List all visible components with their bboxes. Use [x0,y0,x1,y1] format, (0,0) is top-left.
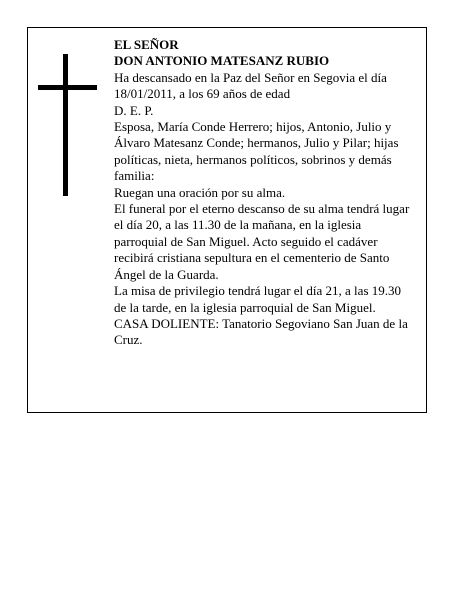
latin-cross-icon [38,54,97,196]
cross-vertical-bar [63,54,68,196]
funeral-details: El funeral por el eterno descanso de su alma tendrá lugar el día 20, a las 11.30 de la mañana, en la iglesia parroquial de San Miguel. Acto seguido el cadáver recibirá cristiana sepultura en el cementerio de Santo Ángel de la Guarda. [114,201,410,282]
mass-details: La misa de privilegio tendrá lugar el día 21, a las 19.30 de la tarde, en la iglesia parroquial de San Miguel. [114,283,401,315]
dep-line: D. E. P. [114,102,154,118]
mourning-house: CASA DOLIENTE: Tanatorio Segoviano San Juan de la Cruz. [114,315,408,348]
cross-horizontal-bar [38,85,97,90]
obituary-text [114,37,416,349]
deceased-name: DON ANTONIO MATESANZ RUBIO [114,53,330,69]
prayer-request: Ruegan una oración por su alma. [114,184,286,200]
title-line-1: EL SEÑOR [114,37,179,52]
death-announcement: Ha descansado en la Paz del Señor en Segovia el día 18/01/2011, a los 69 años de edad [114,69,387,102]
family-list: Esposa, María Conde Herrero; hijos, Antonio, Julio y Álvaro Matesanz Conde; hermanos, Julio y Pilar; hijas políticas, nieta, hermanos políticos, sobrinos y demás familia: [114,119,399,184]
